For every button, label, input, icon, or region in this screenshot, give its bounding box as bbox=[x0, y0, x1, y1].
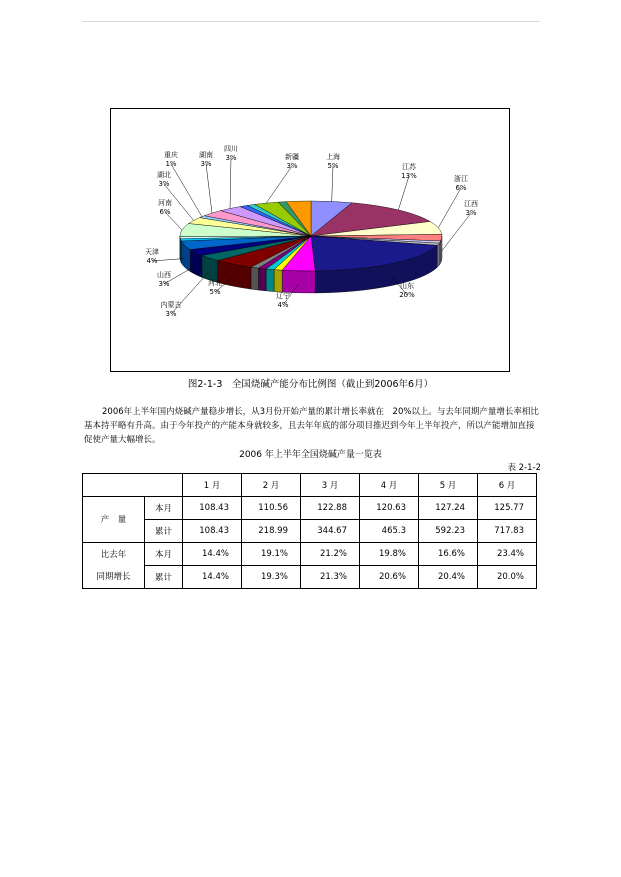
slice-percent-label: 20% bbox=[399, 291, 415, 299]
pie-slice-side bbox=[439, 241, 440, 265]
slice-percent-label: 5% bbox=[209, 288, 221, 296]
table-cell: 14.4% bbox=[183, 543, 242, 566]
month-header: 5 月 bbox=[419, 474, 478, 497]
figure-caption: 图2-1-3 全国烧碱产能分布比例图（截止到2006年6月） bbox=[187, 379, 434, 390]
table-cell: 20.6% bbox=[360, 566, 419, 589]
leader-line bbox=[332, 166, 333, 201]
table-cell: 20.4% bbox=[419, 566, 478, 589]
slice-percent-label: 4% bbox=[146, 257, 158, 265]
row-sub-label: 本月 bbox=[145, 543, 183, 566]
production-table bbox=[82, 473, 537, 589]
table-cell: 19.8% bbox=[360, 543, 419, 566]
table-cell: 23.4% bbox=[478, 543, 537, 566]
table-cell: 21.2% bbox=[301, 543, 360, 566]
pie-slice-side bbox=[282, 270, 315, 293]
pie-slice-side bbox=[437, 243, 439, 267]
leader-line bbox=[206, 164, 212, 213]
table-cell: 120.63 bbox=[360, 497, 419, 520]
table-cell: 127.24 bbox=[419, 497, 478, 520]
table-cell: 344.67 bbox=[301, 520, 360, 543]
table-cell: 16.6% bbox=[419, 543, 478, 566]
paragraph-text: 2006年上半年国内烧碱产量稳步增长，从3月份开始产量的累计增长率就在 20%以上。与去年同期产量增长率相比基本持平略有升高。由于今年投产的产能本身就较多，且去年年底的部分项目推迟到今年上半年投产，所以产能增加直接促使产量大幅增长。 bbox=[84, 407, 539, 445]
leader-line bbox=[266, 166, 292, 203]
table-header-row bbox=[83, 474, 537, 497]
leader-line bbox=[438, 188, 461, 228]
pie-slice-side bbox=[258, 268, 266, 291]
table-cell: 125.77 bbox=[478, 497, 537, 520]
slice-name-label: 河南 bbox=[158, 199, 172, 207]
slice-name-label: 山东 bbox=[400, 282, 414, 290]
header-rule bbox=[82, 21, 540, 22]
table-cell: 19.1% bbox=[242, 543, 301, 566]
slice-percent-label: 6% bbox=[159, 208, 171, 216]
slice-percent-label: 1% bbox=[165, 160, 177, 168]
pie-slices bbox=[180, 201, 442, 271]
pie-chart-frame bbox=[110, 108, 510, 372]
slice-name-label: 江苏 bbox=[402, 163, 416, 171]
table-cell: 592.23 bbox=[419, 520, 478, 543]
table-cell: 218.99 bbox=[242, 520, 301, 543]
table-row bbox=[83, 520, 537, 543]
month-header: 4 月 bbox=[360, 474, 419, 497]
table-cell: 21.3% bbox=[301, 566, 360, 589]
table-cell: 108.43 bbox=[183, 520, 242, 543]
leader-line bbox=[171, 164, 202, 217]
slice-name-label: 辽宁 bbox=[276, 292, 290, 300]
leader-line bbox=[230, 158, 231, 208]
month-header: 1 月 bbox=[183, 474, 242, 497]
pie-slice-side bbox=[274, 270, 282, 293]
pie-slice-side bbox=[251, 267, 259, 290]
slice-name-label: 山西 bbox=[157, 271, 171, 279]
body-paragraph bbox=[84, 405, 542, 447]
leader-line bbox=[442, 213, 471, 251]
table-cell: 20.0% bbox=[478, 566, 537, 589]
row-sub-label: 本月 bbox=[145, 497, 183, 520]
slice-name-label: 内蒙古 bbox=[160, 301, 182, 309]
group-label-line: 比去年 bbox=[100, 549, 127, 560]
table-row bbox=[83, 543, 537, 566]
slice-name-label: 湖南 bbox=[199, 151, 213, 159]
slice-percent-label: 3% bbox=[158, 280, 170, 288]
slice-percent-label: 3% bbox=[286, 162, 298, 170]
slice-name-label: 江西 bbox=[464, 200, 478, 208]
group-label-line: 同期增长 bbox=[96, 571, 131, 582]
row-sub-label: 累计 bbox=[145, 520, 183, 543]
slice-percent-label: 5% bbox=[327, 162, 339, 170]
pie-slice-side bbox=[266, 269, 274, 292]
table-row bbox=[83, 566, 537, 589]
row-sub-label: 累计 bbox=[145, 566, 183, 589]
slice-name-label: 天津 bbox=[145, 248, 159, 256]
slice-name-label: 四川 bbox=[224, 145, 238, 153]
month-header: 3 月 bbox=[301, 474, 360, 497]
month-header: 2 月 bbox=[242, 474, 301, 497]
table-cell: 110.56 bbox=[242, 497, 301, 520]
slice-percent-label: 13% bbox=[401, 172, 417, 180]
slice-name-label: 新疆 bbox=[285, 153, 299, 161]
table-cell: 717.83 bbox=[478, 520, 537, 543]
corner-cell bbox=[83, 474, 183, 497]
slice-percent-label: 6% bbox=[455, 184, 467, 192]
slice-percent-label: 3% bbox=[165, 310, 177, 318]
slice-percent-label: 3% bbox=[200, 160, 212, 168]
table-cell: 19.3% bbox=[242, 566, 301, 589]
table-cell: 108.43 bbox=[183, 497, 242, 520]
table-number: 表 2-1-2 bbox=[507, 463, 541, 473]
group-label-growth bbox=[83, 543, 145, 589]
table-title: 2006 年上半年全国烧碱产量一览表 bbox=[239, 450, 382, 460]
slice-name-label: 浙江 bbox=[454, 175, 468, 183]
month-header: 6 月 bbox=[478, 474, 537, 497]
slice-name-label: 上海 bbox=[326, 153, 340, 161]
capacity-pie-chart bbox=[111, 109, 509, 371]
group-label-output: 产 量 bbox=[83, 497, 145, 543]
table-row bbox=[83, 497, 537, 520]
slice-percent-label: 3% bbox=[158, 180, 170, 188]
slice-name-label: 湖北 bbox=[157, 171, 171, 179]
slice-percent-label: 3% bbox=[465, 209, 477, 217]
slice-name-label: 重庆 bbox=[164, 151, 178, 159]
slice-percent-label: 4% bbox=[277, 301, 289, 309]
table-cell: 14.4% bbox=[183, 566, 242, 589]
leader-line bbox=[398, 176, 409, 210]
slice-name-label: 河北 bbox=[208, 279, 222, 287]
table-cell: 122.88 bbox=[301, 497, 360, 520]
slice-percent-label: 3% bbox=[225, 154, 237, 162]
table-cell: 465.3 bbox=[360, 520, 419, 543]
